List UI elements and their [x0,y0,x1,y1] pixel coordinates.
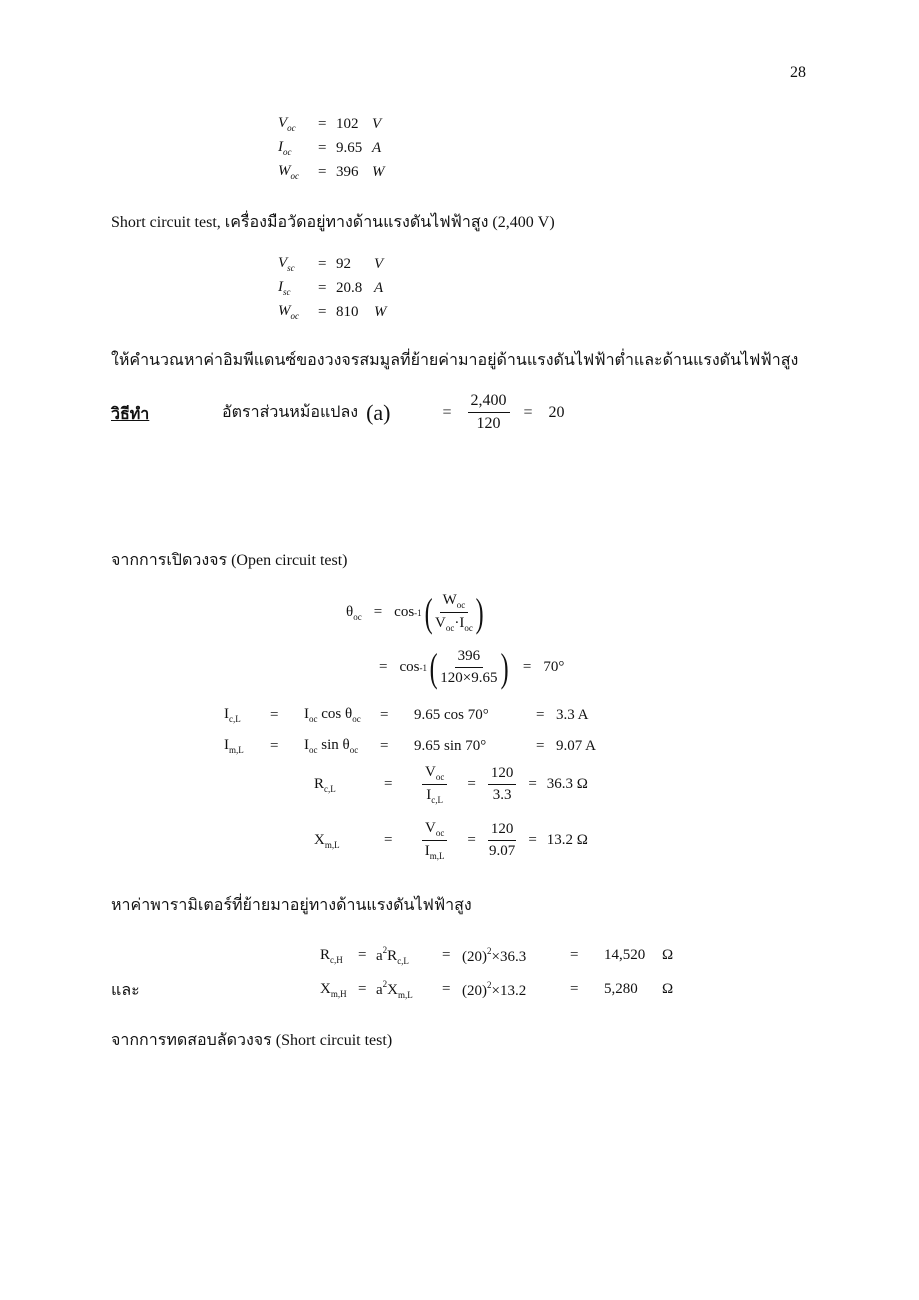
theta-result: 70° [543,659,565,675]
hv-reactance-equation: $X_{m,H}$ = $a^2X_{m,L}$ = $(20)^2\times 13.2$ = 5,280 Ω [320,979,674,1000]
ratio-symbol: (a) [366,399,391,425]
page-number: 28 [790,64,806,81]
solution-label: วิธีทำ [111,406,150,423]
oc-row-voltage: $V_{oc}$ = 102 V [278,115,382,133]
current-core-loss-equation: $I_{c,L}$ = $I_{oc}$ $\cos \theta_{oc}$ = 9.65 cos 70° = 3.3 A [224,706,589,724]
short-circuit-heading: จากการทดสอบลัดวงจร (Short circuit test) [111,1032,393,1049]
and-text: และ [111,982,140,999]
hv-heading: หาค่าพารามิเตอร์ที่ย้ายมาอยู่ทางด้านแรงดันไฟฟ้าสูง [111,897,472,914]
theta-equation-1: $\theta_{oc}$ = cos -1 ( $\frac{W_{oc}}{V_{oc}\cdot I_{oc}}$ ) [346,589,484,635]
ratio-fraction: $\frac{2,400}{120}$ [468,392,510,433]
theta-equation-2: = cos -1 ( $\frac{396}{120\times 9.65}$ ) = 70° [379,644,565,690]
sc-row-power: $W_{oc}$ = 810 W [278,303,387,321]
sc-values-block [278,252,387,324]
sc-row-current: $I_{sc}$ = 20.8 A [278,279,384,297]
ratio-text: อัตราส่วนหม้อแปลง [222,404,359,421]
open-circuit-heading: จากการเปิดวงจร (Open circuit test) [111,552,348,569]
task-statement: ให้คำนวณหาค่าอิมพีแดนซ์ของวงจรสมมูลที่ย้ายค่ามาอยู่ด้านแรงดันไฟฟ้าต่ำและด้านแรงดันไฟฟ้าสูง [111,352,799,369]
current-magnetizing-equation: $I_{m,L}$ = $I_{oc}$ $\sin \theta_{oc}$ = 9.65 sin 70° = 9.07 A [224,737,597,755]
oc-row-current: $I_{oc}$ = 9.65 A [278,139,382,157]
core-resistance-equation: $R_{c,L}$ = $\frac{V_{oc}}{I_{c,L}}$ = $\frac{120}{3.3}$ = 36.3 Ω [314,764,588,805]
oc-values-block [278,112,385,184]
ratio-result: 20 [548,403,565,421]
magnetizing-reactance-equation: $X_{m,L}$ = $\frac{V_{oc}}{I_{m,L}}$ = $\frac{120}{9.07}$ = 13.2 Ω [314,820,588,861]
ratio-equation: อัตราส่วนหม้อแปลง (a) = $\frac{2,400}{120}$ = 20 [222,392,565,432]
sc-row-voltage: $V_{sc}$ = 92 V [278,255,384,273]
hv-resistance-equation: $R_{c,H}$ = $a^2R_{c,L}$ = $(20)^2\times 36.3$ = 14,520 Ω [320,945,674,966]
oc-row-power: $W_{oc}$ = 396 W [278,163,385,181]
sc-heading: Short circuit test, เครื่องมือวัดอยู่ทางด้านแรงดันไฟฟ้าสูง (2,400 V) [111,214,555,231]
